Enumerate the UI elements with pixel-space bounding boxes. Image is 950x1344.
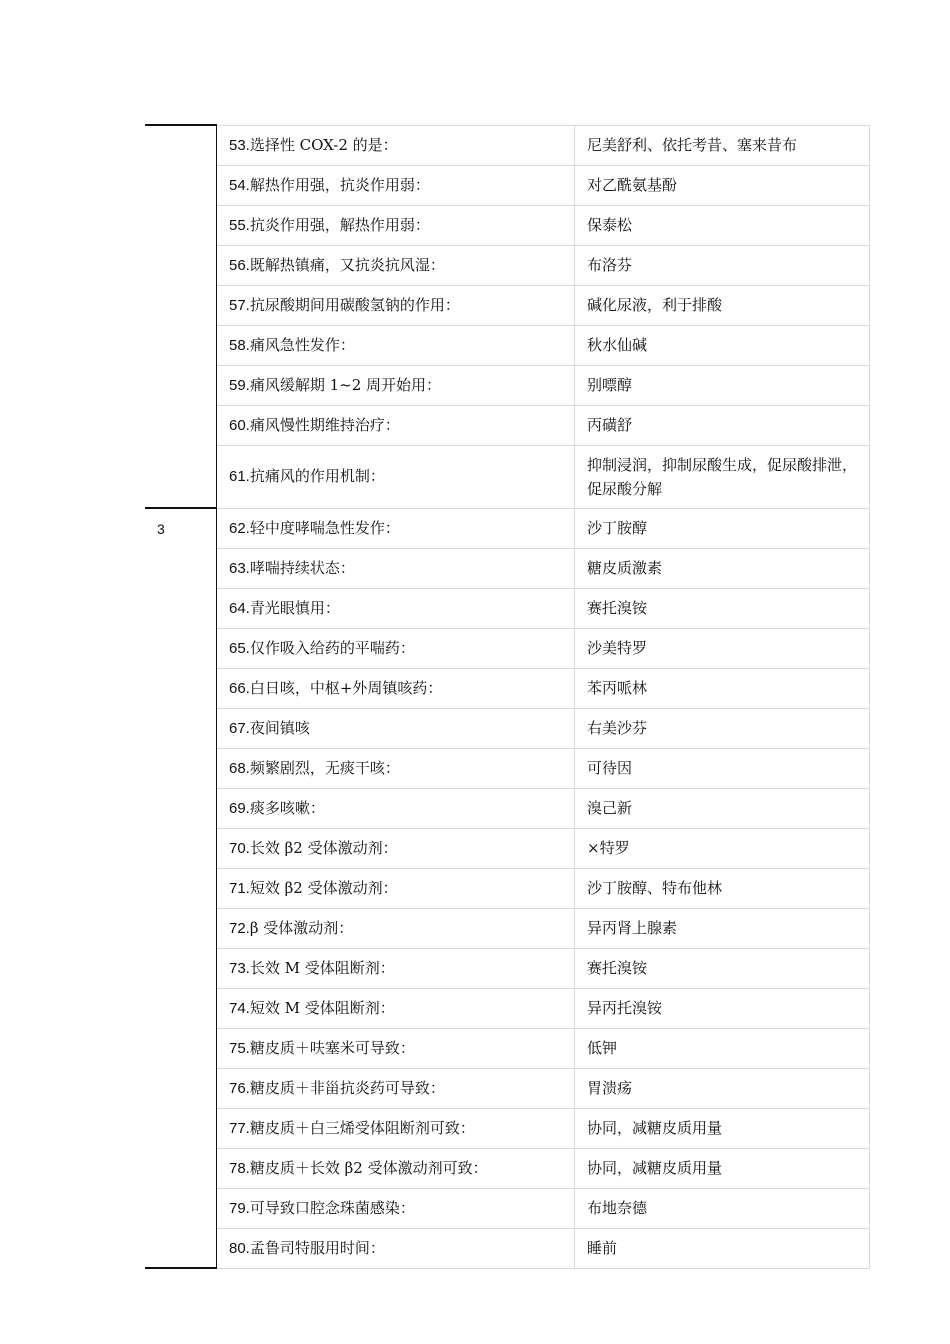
answer-cell: 尼美舒利、依托考昔、塞来昔布: [575, 125, 870, 165]
answer-cell: 协同，减糖皮质用量: [575, 1148, 870, 1188]
question-cell: [217, 1148, 575, 1188]
question-number: 76.: [229, 1079, 250, 1097]
question-number: 60.: [229, 416, 250, 434]
question-cell: [217, 1228, 575, 1268]
question-number: 62.: [229, 519, 250, 537]
table-row: [145, 165, 870, 205]
question-text: 痰多咳嗽：: [249, 798, 325, 817]
question-text: 糖皮质＋长效 β2 受体激动剂可致：: [249, 1158, 488, 1177]
table-row: [145, 948, 870, 988]
question-text: 痛风慢性期维持治疗：: [249, 415, 400, 434]
question-cell: [217, 508, 575, 548]
section-label: 3: [145, 508, 217, 1268]
qa-table: [145, 124, 870, 1269]
answer-cell: 秋水仙碱: [575, 325, 870, 365]
question-text: 长效 β2 受体激动剂：: [249, 838, 398, 857]
question-cell: [217, 285, 575, 325]
question-text: 抗痛风的作用机制：: [249, 467, 385, 485]
question-cell: [217, 1028, 575, 1068]
question-number: 72.: [229, 919, 250, 937]
table-row: [145, 205, 870, 245]
question-text: 轻中度哮喘急性发作：: [249, 518, 400, 537]
question-number: 56.: [229, 256, 250, 274]
question-text: 哮喘持续状态：: [249, 558, 355, 577]
question-cell: [217, 588, 575, 628]
table-row: [145, 405, 870, 445]
question-number: 57.: [229, 296, 250, 314]
question-text: 糖皮质＋白三烯受体阻断剂可致：: [249, 1118, 475, 1137]
question-cell: [217, 1188, 575, 1228]
question-text: 既解热镇痛，又抗炎抗风湿：: [249, 255, 445, 274]
question-number: 53.: [229, 136, 250, 154]
table-row: [145, 1068, 870, 1108]
table-row: [145, 668, 870, 708]
question-cell: [217, 125, 575, 165]
question-cell: [217, 205, 575, 245]
question-number: 55.: [229, 216, 250, 234]
table-row: [145, 1148, 870, 1188]
question-text: 短效 M 受体阻断剂：: [249, 998, 395, 1017]
question-text: 可导致口腔念珠菌感染：: [249, 1198, 415, 1217]
qa-table-body: [145, 125, 870, 1268]
question-number: 63.: [229, 559, 250, 577]
question-number: 80.: [229, 1239, 250, 1257]
question-text: 痛风急性发作：: [249, 335, 355, 354]
question-cell: [217, 948, 575, 988]
table-row: [145, 628, 870, 668]
question-text: 糖皮质＋非甾抗炎药可导致：: [249, 1078, 445, 1097]
question-text: 解热作用强，抗炎作用弱：: [249, 175, 430, 194]
answer-cell: ×特罗: [575, 828, 870, 868]
table-row: [145, 508, 870, 548]
table-row: [145, 908, 870, 948]
answer-cell: 丙磺舒: [575, 405, 870, 445]
question-cell: [217, 1068, 575, 1108]
question-number: 66.: [229, 679, 250, 697]
question-number: 73.: [229, 959, 250, 977]
question-cell: [217, 828, 575, 868]
table-row: [145, 365, 870, 405]
question-number: 59.: [229, 376, 250, 394]
question-cell: [217, 365, 575, 405]
question-text: 仅作吸入给药的平喘药：: [249, 638, 415, 657]
table-row: [145, 748, 870, 788]
question-number: 69.: [229, 799, 250, 817]
answer-cell: 别嘌醇: [575, 365, 870, 405]
question-number: 79.: [229, 1199, 250, 1217]
answer-cell: 沙美特罗: [575, 628, 870, 668]
question-cell: [217, 788, 575, 828]
question-cell: [217, 165, 575, 205]
answer-cell: 糖皮质激素: [575, 548, 870, 588]
answer-cell: 胃溃疡: [575, 1068, 870, 1108]
answer-cell: 右美沙芬: [575, 708, 870, 748]
question-cell: [217, 868, 575, 908]
question-cell: [217, 1108, 575, 1148]
answer-cell: 布地奈德: [575, 1188, 870, 1228]
table-row: [145, 548, 870, 588]
question-text: 糖皮质＋呋塞米可导致：: [249, 1038, 415, 1057]
question-number: 67.: [229, 719, 250, 737]
question-cell: [217, 445, 575, 508]
section-label: [145, 125, 217, 508]
table-row: [145, 1188, 870, 1228]
question-number: 71.: [229, 879, 250, 897]
answer-cell: 沙丁胺醇: [575, 508, 870, 548]
question-cell: [217, 405, 575, 445]
question-number: 65.: [229, 639, 250, 657]
question-cell: [217, 748, 575, 788]
question-cell: [217, 245, 575, 285]
answer-cell: 协同，减糖皮质用量: [575, 1108, 870, 1148]
answer-cell: 可待因: [575, 748, 870, 788]
answer-cell: 赛托溴铵: [575, 948, 870, 988]
table-row: [145, 1108, 870, 1148]
answer-cell: 布洛芬: [575, 245, 870, 285]
question-number: 64.: [229, 599, 250, 617]
question-number: 75.: [229, 1039, 250, 1057]
question-cell: [217, 708, 575, 748]
answer-cell: 保泰松: [575, 205, 870, 245]
question-text: 选择性 COX-2 的是：: [249, 135, 398, 154]
question-number: 68.: [229, 759, 250, 777]
answer-cell: 睡前: [575, 1228, 870, 1268]
question-text: 长效 M 受体阻断剂：: [249, 958, 395, 977]
question-number: 58.: [229, 336, 250, 354]
answer-cell: 沙丁胺醇、特布他林: [575, 868, 870, 908]
answer-cell: 赛托溴铵: [575, 588, 870, 628]
question-cell: [217, 908, 575, 948]
question-number: 77.: [229, 1119, 250, 1137]
table-row: [145, 1228, 870, 1268]
question-cell: [217, 325, 575, 365]
question-text: 短效 β2 受体激动剂：: [249, 878, 398, 897]
table-row: [145, 588, 870, 628]
question-number: 78.: [229, 1159, 250, 1177]
question-number: 70.: [229, 839, 250, 857]
question-text: 夜间镇咳: [249, 718, 310, 737]
question-number: 54.: [229, 176, 250, 194]
table-row: [145, 708, 870, 748]
question-text: 抗炎作用强，解热作用弱：: [249, 215, 430, 234]
answer-cell: 对乙酰氨基酚: [575, 165, 870, 205]
question-text: 频繁剧烈，无痰干咳：: [249, 758, 400, 777]
answer-cell: 低钾: [575, 1028, 870, 1068]
table-row: [145, 1028, 870, 1068]
answer-cell: 溴己新: [575, 788, 870, 828]
answer-cell: 异丙肾上腺素: [575, 908, 870, 948]
question-text: 青光眼慎用：: [249, 598, 340, 617]
question-text: 痛风缓解期 1~2 周开始用：: [249, 375, 442, 394]
question-cell: [217, 628, 575, 668]
question-text: β 受体激动剂：: [249, 918, 354, 937]
question-cell: [217, 668, 575, 708]
table-row: [145, 788, 870, 828]
question-text: 抗尿酸期间用碳酸氢钠的作用：: [249, 295, 460, 314]
question-cell: [217, 548, 575, 588]
answer-cell: 抑制浸润，抑制尿酸生成，促尿酸排泄，促尿酸分解: [575, 445, 870, 508]
question-text: 孟鲁司特服用时间：: [249, 1238, 385, 1257]
question-text: 白日咳，中枢+外周镇咳药：: [249, 678, 443, 697]
table-row: [145, 988, 870, 1028]
table-row: [145, 285, 870, 325]
answer-cell: 碱化尿液，利于排酸: [575, 285, 870, 325]
table-row: [145, 445, 870, 508]
table-row: [145, 245, 870, 285]
table-row: [145, 325, 870, 365]
table-row: [145, 868, 870, 908]
table-row: [145, 125, 870, 165]
question-number: 74.: [229, 999, 250, 1017]
answer-cell: 苯丙哌林: [575, 668, 870, 708]
answer-cell: 异丙托溴铵: [575, 988, 870, 1028]
question-number: 61.: [229, 468, 250, 485]
table-row: [145, 828, 870, 868]
question-cell: [217, 988, 575, 1028]
